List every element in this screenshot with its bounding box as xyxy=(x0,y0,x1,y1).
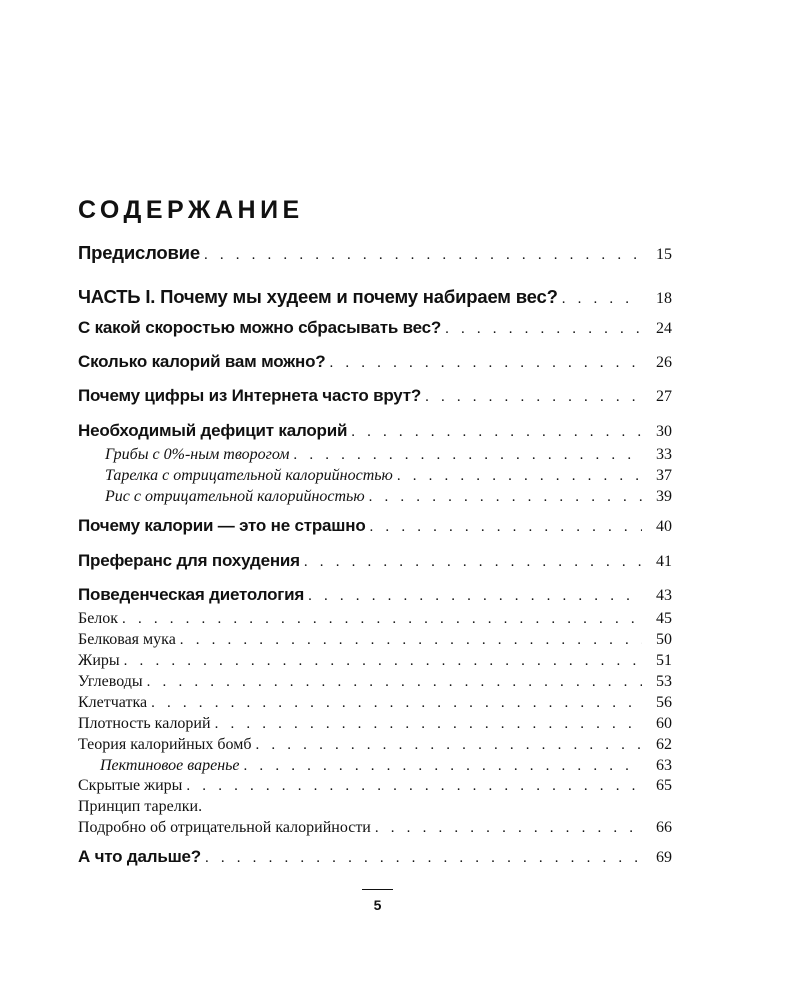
dot-leader xyxy=(370,519,642,536)
toc-entry-label: Рис с отрицательной калорийностью xyxy=(105,488,365,505)
toc-entry[interactable] xyxy=(78,694,672,712)
dot-leader xyxy=(375,820,642,837)
toc-entry-page: 69 xyxy=(656,849,672,866)
toc-entry-page: 30 xyxy=(656,423,672,440)
toc-entry-label: Подробно об отрицательной калорийности xyxy=(78,819,371,836)
toc-entry-page: 33 xyxy=(656,446,672,463)
toc-entry-label: Скрытые жиры xyxy=(78,777,183,794)
toc-entry-label: Необходимый дефицит калорий xyxy=(78,421,348,440)
toc-entry-page: 63 xyxy=(656,757,672,774)
toc-entry[interactable] xyxy=(78,631,672,649)
dot-leader xyxy=(255,737,642,754)
toc-entry-label: Поведенческая диетология xyxy=(78,585,305,604)
dot-leader xyxy=(293,447,642,464)
toc-entry-label: Тарелка с отрицательной калорийностью xyxy=(105,467,393,484)
dot-leader xyxy=(329,355,642,372)
dot-leader xyxy=(397,468,642,485)
toc-entry-label: А что дальше? xyxy=(78,847,201,866)
toc-entry[interactable] xyxy=(78,819,672,837)
toc-entry[interactable] xyxy=(78,551,672,571)
dot-leader xyxy=(147,674,642,691)
toc-entry-label: С какой скоростью можно сбрасывать вес? xyxy=(78,318,442,337)
toc-entry-page: 45 xyxy=(656,610,672,627)
toc-entry[interactable] xyxy=(78,652,672,670)
toc-entry[interactable] xyxy=(78,242,672,264)
toc-entry-page: 56 xyxy=(656,694,672,711)
dot-leader xyxy=(244,758,642,775)
toc-entry[interactable] xyxy=(78,673,672,691)
toc-entry-page: 62 xyxy=(656,736,672,753)
toc-entry[interactable] xyxy=(78,847,672,867)
toc-entry-label: Преферанс для похудения xyxy=(78,551,300,570)
toc-entry-page: 24 xyxy=(656,320,672,337)
toc-entry[interactable] xyxy=(78,777,672,795)
footer-rule xyxy=(362,889,393,890)
toc-entry-label: Плотность калорий xyxy=(78,715,211,732)
toc-title: СОДЕРЖАНИЕ xyxy=(78,196,304,224)
toc-entry-page: 39 xyxy=(656,488,672,505)
dot-leader xyxy=(215,716,642,733)
toc-entry-no-page[interactable] xyxy=(78,798,672,816)
toc-entry[interactable] xyxy=(78,516,672,536)
toc-entry[interactable] xyxy=(78,286,672,308)
page-number: 5 xyxy=(373,897,382,913)
toc-subentry[interactable] xyxy=(105,488,672,506)
dot-leader xyxy=(369,489,642,506)
toc-entry-label: Принцип тарелки. xyxy=(78,798,203,815)
toc-entry-label: Предисловие xyxy=(78,242,200,263)
toc-entry-page: 66 xyxy=(656,819,672,836)
toc-entry-page: 53 xyxy=(656,673,672,690)
toc-entry-label: Теория калорийных бомб xyxy=(78,736,252,753)
dot-leader xyxy=(186,778,642,795)
toc-entry-label: Белок xyxy=(78,610,119,627)
dot-leader xyxy=(180,632,642,649)
toc-entry-page: 15 xyxy=(656,246,672,263)
toc-entry-label: Углеводы xyxy=(78,673,143,690)
dot-leader xyxy=(151,695,642,712)
toc-entry-page: 51 xyxy=(656,652,672,669)
toc-entry-page: 27 xyxy=(656,388,672,405)
toc-entry[interactable] xyxy=(78,610,672,628)
toc-entry-label: Грибы с 0%-ным творогом xyxy=(105,446,290,463)
toc-entry[interactable] xyxy=(78,421,672,441)
dot-leader xyxy=(205,850,642,867)
toc-entry-label: Сколько калорий вам можно? xyxy=(78,352,326,371)
toc-subentry[interactable] xyxy=(105,446,672,464)
dot-leader xyxy=(308,588,642,605)
dot-leader xyxy=(445,321,642,338)
toc-entry-label: Белковая мука xyxy=(78,631,176,648)
toc-entry-page: 60 xyxy=(656,715,672,732)
dot-leader xyxy=(562,291,642,308)
toc-entry-page: 65 xyxy=(656,777,672,794)
toc-entry[interactable] xyxy=(78,736,672,754)
toc-entry[interactable] xyxy=(78,715,672,733)
toc-entry[interactable] xyxy=(78,318,672,338)
toc-entry-page: 37 xyxy=(656,467,672,484)
dot-leader xyxy=(122,611,642,628)
toc-entry[interactable] xyxy=(78,585,672,605)
toc-entry-label: ЧАСТЬ I. Почему мы худеем и почему набираем вес? xyxy=(78,286,558,307)
toc-entry-page: 50 xyxy=(656,631,672,648)
toc-entry-page: 43 xyxy=(656,587,672,604)
toc-entry[interactable] xyxy=(78,352,672,372)
dot-leader xyxy=(124,653,642,670)
dot-leader xyxy=(304,554,642,571)
toc-subentry[interactable] xyxy=(105,467,672,485)
dot-leader xyxy=(425,389,642,406)
toc-subentry[interactable] xyxy=(100,757,672,775)
toc-entry[interactable] xyxy=(78,386,672,406)
toc-entry-label: Жиры xyxy=(78,652,120,669)
toc-entry-label: Пектиновое варенье xyxy=(100,757,240,774)
toc-entry-page: 18 xyxy=(656,290,672,307)
dot-leader xyxy=(204,247,642,264)
toc-entry-page: 41 xyxy=(656,553,672,570)
toc-entry-page: 40 xyxy=(656,518,672,535)
toc-entry-page: 26 xyxy=(656,354,672,371)
toc-entry-label: Почему калории — это не страшно xyxy=(78,516,366,535)
toc-entry-label: Клетчатка xyxy=(78,694,148,711)
dot-leader xyxy=(351,424,642,441)
toc-entry-label: Почему цифры из Интернета часто врут? xyxy=(78,386,422,405)
